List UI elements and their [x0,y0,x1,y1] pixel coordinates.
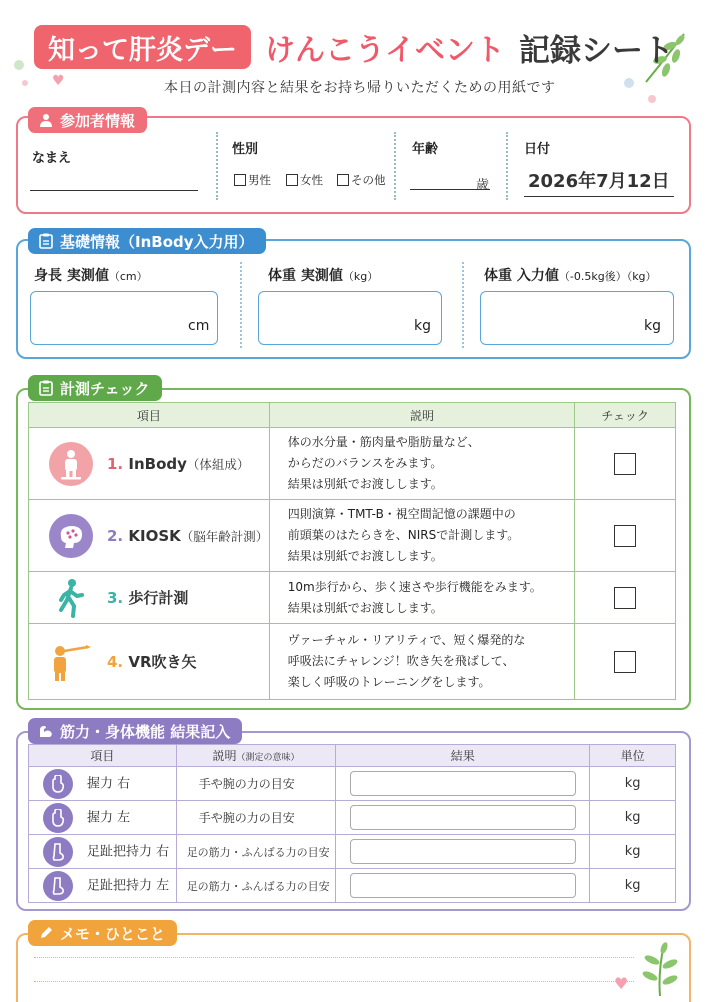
check-cell [575,624,676,700]
inbody-checkbox[interactable] [614,453,636,475]
height-label [34,265,148,285]
date-value[interactable]: 2026年7月12日 [524,167,674,197]
header-description [176,745,336,767]
result-description: 手や腕の力の目安 [176,801,336,835]
item-description [269,428,574,500]
deco-dot [624,78,634,88]
desc-line: 結果は別紙でお渡しします。 [287,600,443,615]
desc-line: 呼吸法にチャレンジ！吹き矢を飛ばして、 [287,654,515,668]
result-cell [336,767,590,801]
toe-grip-left-input[interactable] [350,873,576,898]
basic-info-tab [28,228,266,254]
separator [240,262,242,348]
item-inbody [29,428,270,500]
table-header-row [29,403,676,428]
desc-line: 体の水分量・筋肉量や脂肪量など、 [287,435,480,449]
result-item [29,767,177,801]
result-unit: kg [590,835,676,869]
walking-checkbox[interactable] [614,587,636,609]
weight-unit: kg [414,318,431,334]
walking-person-icon [49,576,93,620]
weight-label [268,265,378,285]
desc-line: ヴァーチャル・リアリティで、短く爆発的な [287,633,526,647]
header-description-text: 説明 [212,749,237,763]
item-description [269,572,574,624]
header-description: 説明 [269,403,574,428]
kiosk-checkbox[interactable] [614,525,636,547]
item-number: 2. [107,526,124,545]
heart-icon: ♥ [52,73,65,89]
item-subtitle: （体組成） [186,456,250,472]
body-composition-icon [49,442,93,486]
clipboard-icon [38,233,54,249]
male-checkbox[interactable] [234,174,246,186]
result-item-name: 足趾把持力 左 [87,878,170,893]
gender-option-male[interactable] [234,172,271,188]
result-description: 足の筋力・ふんばる力の目安 [176,835,336,869]
desc-line: からだのバランスをみます。 [287,456,443,470]
result-unit: kg [590,801,676,835]
check-cell [575,500,676,572]
male-label: 男性 [248,173,271,187]
result-item-name: 握力 左 [87,810,131,825]
weight-label-unit: （kg） [342,270,379,283]
deco-dot [22,80,28,86]
results-tab [28,718,242,744]
header-result: 結果 [336,745,590,767]
weight-input-label-text: 体重 入力値 [484,268,559,284]
desc-line: 結果は別紙でお渡しします。 [287,477,443,491]
participant-tab-label: 参加者情報 [60,111,136,130]
memo-line[interactable] [34,981,634,982]
result-item [29,801,177,835]
result-item [29,869,177,903]
page-subtitle: 本日の計測内容と結果をお持ち帰りいただくための用紙です [164,80,556,96]
foot-icon [43,837,73,867]
results-table [28,744,676,903]
desc-line: 10m歩行から、歩く速さや歩行機能をみます。 [287,579,542,594]
memo-line[interactable] [34,957,634,958]
grip-left-input[interactable] [350,805,576,830]
vr-checkbox[interactable] [614,651,636,673]
result-cell [336,835,590,869]
result-description: 手や腕の力の目安 [176,767,336,801]
weight-input-label-unit: （-0.5kg後）（kg） [558,270,657,283]
table-row [29,428,676,500]
result-item-name: 足趾把持力 右 [87,844,170,859]
blowgun-person-icon [49,640,93,684]
item-name: InBody [128,454,187,473]
result-cell [336,869,590,903]
item-name: VR吹き矢 [128,653,197,671]
header-check: チェック [575,403,676,428]
table-row [29,801,676,835]
desc-line: 楽しく呼吸のトレーニングをします。 [287,675,491,689]
header-description-note: （測定の意味） [236,753,300,763]
toe-grip-right-input[interactable] [350,839,576,864]
item-name: KIOSK [128,526,181,545]
date-label: 日付 [524,142,551,157]
check-tab [28,375,162,401]
result-item [29,835,177,869]
person-icon [38,112,54,128]
brain-icon [49,514,93,558]
grip-right-input[interactable] [350,771,576,796]
gender-option-female[interactable] [286,172,323,188]
header-unit: 単位 [590,745,676,767]
desc-line: 四則演算・TMT-B・視空間記憶の課題中の [287,507,516,521]
check-cell [575,428,676,500]
result-description: 足の筋力・ふんばる力の目安 [176,869,336,903]
height-label-unit: （cm） [108,270,148,283]
basic-info-tab-label: 基礎情報（InBody入力用） [60,232,254,251]
pencil-icon [38,925,54,941]
item-description [269,624,574,700]
sheet-title: 記録シート [519,32,674,69]
desc-line: 結果は別紙でお渡しします。 [287,549,443,563]
event-badge: 知って肝炎デー [34,25,251,69]
separator [216,132,218,200]
table-row [29,835,676,869]
table-row [29,869,676,903]
item-number: 1. [107,454,124,473]
female-label: 女性 [300,173,323,187]
height-unit: cm [188,318,210,334]
header-title [34,22,674,72]
weight-input-label [484,265,657,285]
header-item: 項目 [29,745,177,767]
results-tab-label: 筋力・身体機能 結果記入 [60,722,231,741]
table-row [29,572,676,624]
item-kiosk [29,500,270,572]
height-label-text: 身長 実測値 [34,268,109,284]
desc-line: 前頭葉のはたらきを、NIRSで計測します。 [287,528,520,542]
participant-tab [28,107,147,133]
item-vr-blowgun [29,624,270,700]
heart-icon: ♥ [614,974,629,993]
result-cell [336,801,590,835]
checklist-icon [38,380,54,396]
name-label: なまえ [32,151,72,166]
other-checkbox[interactable] [337,174,349,186]
weight-label-text: 体重 実測値 [268,268,343,284]
name-field[interactable] [30,176,198,191]
separator [462,262,464,348]
table-row [29,500,676,572]
separator [506,132,508,200]
age-unit: 歳 [476,178,490,193]
item-subtitle: （脳年齢計測） [180,528,269,544]
table-row [29,767,676,801]
female-checkbox[interactable] [286,174,298,186]
other-label: その他 [351,173,386,187]
weight-entry-unit: kg [644,318,661,334]
separator [394,132,396,200]
grip-hand-icon [43,803,73,833]
memo-tab-label: メモ・ひとこと [60,924,166,943]
deco-dot [648,95,656,103]
item-number: 3. [107,589,124,607]
event-title: けんこうイベント [265,33,505,68]
header-item: 項目 [29,403,270,428]
gender-label: 性別 [232,142,259,157]
result-item-name: 握力 右 [87,776,131,791]
result-unit: kg [590,869,676,903]
result-unit: kg [590,767,676,801]
table-header-row [29,745,676,767]
gender-option-other[interactable] [337,172,386,188]
check-tab-label: 計測チェック [60,379,150,398]
age-label: 年齢 [412,142,439,157]
leaf-branch-icon [636,940,684,996]
foot-icon [43,871,73,901]
item-number: 4. [107,653,124,671]
item-description [269,500,574,572]
flexed-arm-icon [38,723,54,739]
table-row [29,624,676,700]
grip-hand-icon [43,769,73,799]
item-name: 歩行計測 [128,589,189,607]
item-walking [29,572,270,624]
check-cell [575,572,676,624]
check-table [28,402,676,700]
memo-tab [28,920,177,946]
deco-dot [14,60,24,70]
